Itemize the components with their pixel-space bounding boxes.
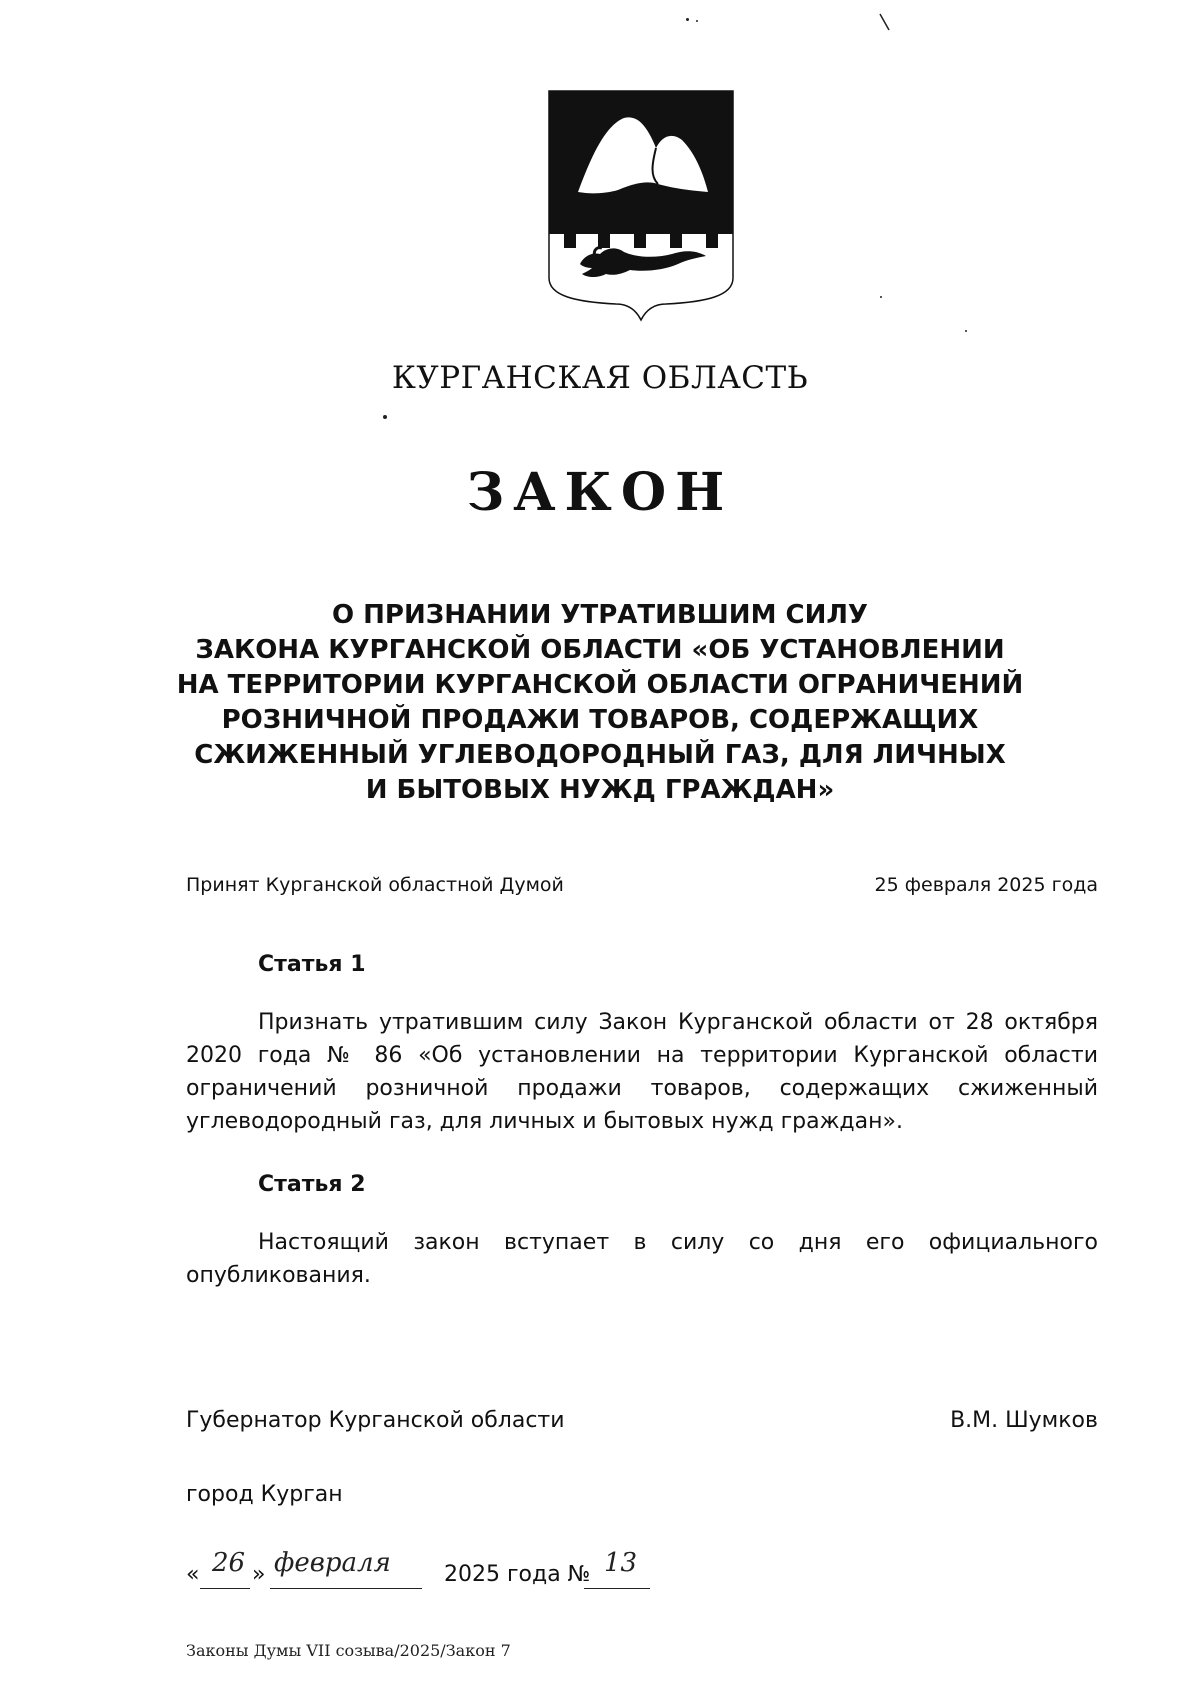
month-underline xyxy=(270,1588,422,1589)
title-line: ЗАКОНА КУРГАНСКОЙ ОБЛАСТИ «ОБ УСТАНОВЛЕНИИ xyxy=(195,635,1005,665)
title-line: О ПРИЗНАНИИ УТРАТИВШИМ СИЛУ xyxy=(332,600,868,630)
article-line: Признать утратившим силу Закон Курганской области от 28 октября xyxy=(258,1010,1098,1035)
handwritten-month: февраля xyxy=(274,1548,391,1578)
document-footer: Законы Думы VII созыва/2025/Закон 7 xyxy=(186,1641,511,1660)
adoption-row xyxy=(186,874,1098,896)
law-title xyxy=(150,598,1050,808)
title-line: НА ТЕРРИТОРИИ КУРГАНСКОЙ ОБЛАСТИ ОГРАНИЧЕНИЙ xyxy=(176,670,1024,700)
region-name: КУРГАНСКАЯ ОБЛАСТЬ xyxy=(391,360,809,396)
handwritten-day: 26 xyxy=(212,1548,246,1578)
article-line: Настоящий закон вступает в силу со дня его официального xyxy=(258,1230,1098,1255)
signatory-name: В.М. Шумков xyxy=(950,1408,1098,1433)
scan-speck xyxy=(686,18,689,21)
signing-date-line xyxy=(186,1548,746,1592)
day-underline xyxy=(200,1588,250,1589)
scan-speck xyxy=(880,296,882,298)
article-line: 2020 года № 86 «Об установлении на территории Курганской области xyxy=(186,1043,1098,1068)
article-line: опубликования. xyxy=(186,1263,371,1288)
scan-mark xyxy=(878,12,892,34)
scan-speck xyxy=(965,330,967,332)
handwritten-number: 13 xyxy=(604,1548,638,1578)
document-type: ЗАКОН xyxy=(466,462,734,523)
title-line: РОЗНИЧНОЙ ПРОДАЖИ ТОВАРОВ, СОДЕРЖАЩИХ xyxy=(221,705,979,735)
coat-of-arms xyxy=(546,88,736,324)
scan-speck xyxy=(383,415,387,419)
close-quote: » xyxy=(252,1562,266,1587)
title-line: СЖИЖЕННЫЙ УГЛЕВОДОРОДНЫЙ ГАЗ, ДЛЯ ЛИЧНЫХ xyxy=(194,740,1006,770)
article-1-text xyxy=(186,1006,1098,1138)
number-underline xyxy=(584,1588,650,1589)
article-2-heading: Статья 2 xyxy=(258,1172,366,1197)
kurgan-coat-of-arms-icon xyxy=(546,88,736,324)
scan-speck xyxy=(696,20,698,22)
open-quote: « xyxy=(186,1562,200,1587)
article-1-heading: Статья 1 xyxy=(258,952,366,977)
adoption-label: Принят Курганской областной Думой xyxy=(186,874,564,896)
signature-row xyxy=(186,1408,1098,1433)
article-2-text xyxy=(186,1226,1098,1292)
article-line: ограничений розничной продажи товаров, содержащих сжиженный xyxy=(186,1076,1098,1101)
article-line: углеводородный газ, для личных и бытовых нужд граждан». xyxy=(186,1109,903,1134)
city: город Курган xyxy=(186,1482,343,1507)
adoption-date: 25 февраля 2025 года xyxy=(874,874,1098,896)
title-line: И БЫТОВЫХ НУЖД ГРАЖДАН» xyxy=(365,775,835,805)
signatory-position: Губернатор Курганской области xyxy=(186,1408,565,1433)
year-and-number-label: 2025 года № xyxy=(444,1562,591,1587)
